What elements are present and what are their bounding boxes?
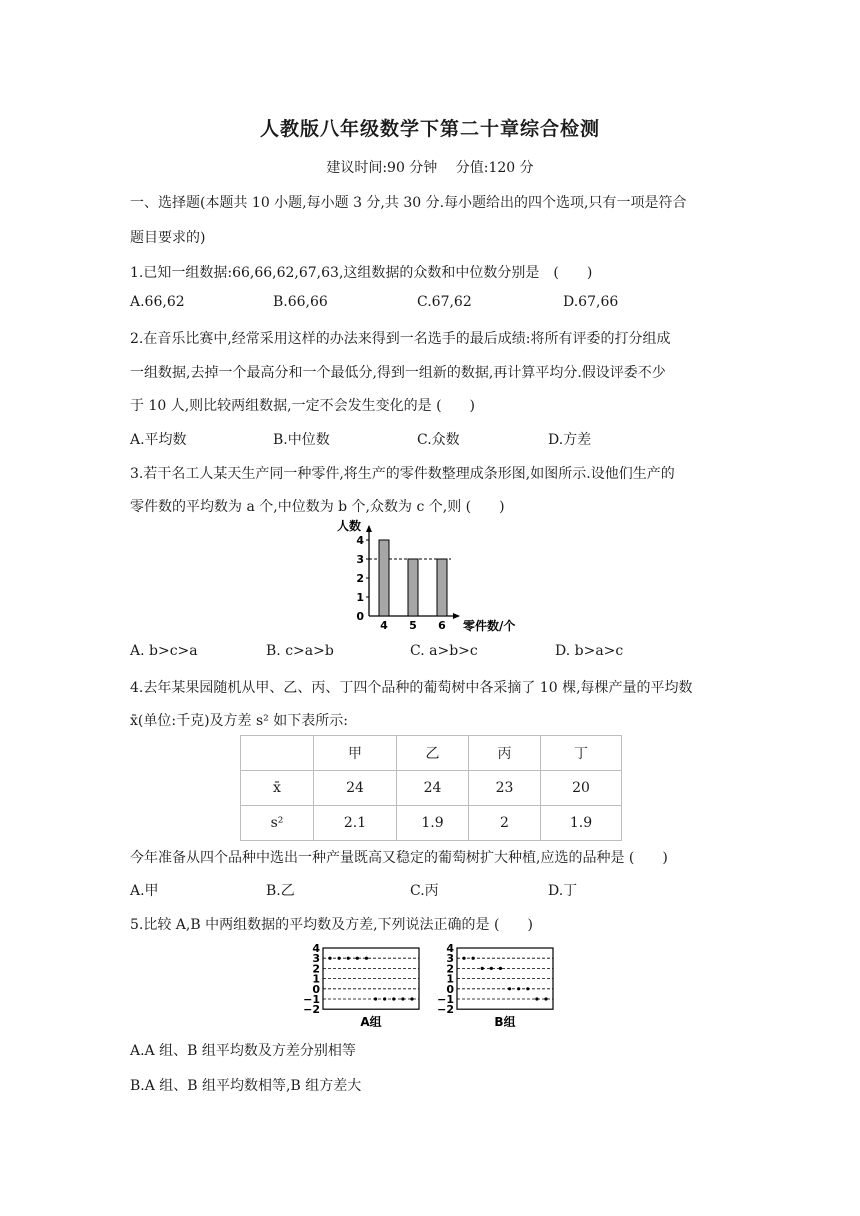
data-point bbox=[338, 957, 341, 960]
page-title: 人教版八年级数学下第二十章综合检测 bbox=[259, 118, 600, 140]
q3-option-b: B. c>a>b bbox=[266, 643, 334, 659]
data-point bbox=[490, 967, 493, 970]
q3-option-d: D. b>a>c bbox=[555, 643, 624, 659]
q1-option-b: B.66,66 bbox=[273, 294, 328, 310]
table-header-cell: 甲 bbox=[314, 736, 397, 771]
y-tick-label: 2 bbox=[312, 962, 320, 976]
question-4-line2: x̄(单位:千克)及方差 s² 如下表所示: bbox=[130, 713, 348, 729]
data-point bbox=[365, 957, 368, 960]
bar bbox=[408, 559, 418, 616]
y-tick-label: 1 bbox=[312, 972, 320, 986]
data-point bbox=[517, 987, 520, 990]
question-2-line2: 一组数据,去掉一个最高分和一个最低分,得到一组新的数据,再计算平均分.假设评委不少 bbox=[130, 365, 666, 381]
data-point bbox=[499, 967, 502, 970]
q4-option-a: A.甲 bbox=[130, 883, 159, 899]
q2-option-d: D.方差 bbox=[548, 432, 592, 448]
y-tick-label: 0 bbox=[446, 982, 454, 996]
y-tick-label: 2 bbox=[446, 962, 454, 976]
q3-bar-chart bbox=[325, 515, 535, 635]
question-2-line3: 于 10 人,则比较两组数据,一定不会发生变化的是 ( ) bbox=[130, 398, 475, 414]
table-cell: 23 bbox=[469, 771, 541, 806]
y-tick-label: −1 bbox=[437, 993, 454, 1006]
q5-dot-chart-b bbox=[430, 940, 584, 1032]
q3-option-c: C. a>b>c bbox=[410, 643, 478, 659]
data-point bbox=[383, 997, 386, 1000]
data-point bbox=[508, 987, 511, 990]
x-tick-label: 5 bbox=[409, 619, 417, 632]
data-point bbox=[481, 967, 484, 970]
x-axis-arrow bbox=[453, 613, 460, 619]
x-tick-label: 6 bbox=[438, 619, 446, 632]
table-cell: 2.1 bbox=[314, 806, 397, 841]
data-point bbox=[462, 957, 465, 960]
y-tick-label: 0 bbox=[356, 610, 364, 623]
table-cell: 2 bbox=[469, 806, 541, 841]
question-5-text: 5.比较 A,B 中两组数据的平均数及方差,下列说法正确的是 ( ) bbox=[130, 917, 533, 933]
y-tick-label: 0 bbox=[312, 982, 320, 996]
q5-dot-chart-a bbox=[296, 940, 450, 1032]
chart-caption: B组 bbox=[494, 1015, 516, 1029]
y-tick-label: 4 bbox=[446, 942, 454, 955]
data-point bbox=[356, 957, 359, 960]
question-4-line3: 今年准备从四个品种中选出一种产量既高又稳定的葡萄树扩大种植,应选的品种是 ( ) bbox=[130, 850, 668, 866]
y-axis-label: 人数 bbox=[337, 519, 362, 533]
table-cell: 1.9 bbox=[541, 806, 622, 841]
q4-option-b: B.乙 bbox=[266, 883, 295, 899]
question-2-line1: 2.在音乐比赛中,经常采用这样的办法来得到一名选手的最后成绩:将所有评委的打分组成 bbox=[130, 331, 671, 347]
q5-option-a: A.A 组、B 组平均数及方差分别相等 bbox=[130, 1043, 356, 1059]
question-4-line1: 4.去年某果园随机从甲、乙、丙、丁四个品种的葡萄树中各采摘了 10 棵,每棵产量的平均数 bbox=[130, 680, 693, 696]
table-row bbox=[241, 806, 622, 841]
y-tick-label: 1 bbox=[446, 972, 454, 986]
bar bbox=[379, 540, 389, 616]
q1-option-c: C.67,62 bbox=[417, 294, 472, 310]
data-point bbox=[347, 957, 350, 960]
data-point bbox=[544, 997, 547, 1000]
y-tick-label: 3 bbox=[446, 952, 454, 966]
q1-option-d: D.67,66 bbox=[563, 294, 619, 310]
data-point bbox=[410, 997, 413, 1000]
section-heading-line2: 题目要求的) bbox=[130, 230, 206, 246]
y-axis-arrow bbox=[366, 525, 372, 532]
question-3-line2: 零件数的平均数为 a 个,中位数为 b 个,众数为 c 个,则 ( ) bbox=[130, 499, 505, 515]
q4-option-c: C.丙 bbox=[410, 883, 439, 899]
y-tick-label: −2 bbox=[303, 1003, 320, 1017]
q2-option-b: B.中位数 bbox=[273, 432, 330, 448]
data-point bbox=[374, 997, 377, 1000]
chart-caption: A组 bbox=[360, 1015, 382, 1029]
q2-option-c: C.众数 bbox=[417, 432, 460, 448]
data-point bbox=[535, 997, 538, 1000]
q4-option-d: D.丁 bbox=[548, 883, 578, 899]
data-point bbox=[401, 997, 404, 1000]
table-header-cell: 丁 bbox=[541, 736, 622, 771]
table-row-label: s² bbox=[241, 806, 314, 841]
table-cell: 1.9 bbox=[397, 806, 469, 841]
table-header-cell: 丙 bbox=[469, 736, 541, 771]
data-point bbox=[526, 987, 529, 990]
table-cell: 20 bbox=[541, 771, 622, 806]
table-row-label: x̄ bbox=[241, 771, 314, 806]
q1-option-a: A.66,62 bbox=[130, 294, 185, 310]
q2-option-a: A.平均数 bbox=[130, 432, 187, 448]
y-tick-label: 4 bbox=[312, 942, 320, 955]
table-cell bbox=[241, 736, 314, 771]
question-1-text: 1.已知一组数据:66,66,62,67,63,这组数据的众数和中位数分别是 ( ) bbox=[130, 265, 593, 281]
y-tick-label: 2 bbox=[356, 572, 364, 585]
exam-info: 建议时间:90 分钟 分值:120 分 bbox=[326, 160, 534, 176]
data-point bbox=[328, 957, 331, 960]
table-cell: 24 bbox=[397, 771, 469, 806]
y-tick-label: 1 bbox=[356, 591, 364, 604]
y-tick-label: 3 bbox=[312, 952, 320, 966]
table-row bbox=[241, 771, 622, 806]
y-tick-label: 4 bbox=[356, 534, 364, 547]
table-header-row bbox=[241, 736, 622, 771]
table-header-cell: 乙 bbox=[397, 736, 469, 771]
x-tick-label: 4 bbox=[380, 619, 388, 632]
y-tick-label: −2 bbox=[437, 1003, 454, 1017]
question-3-line1: 3.若干名工人某天生产同一种零件,将生产的零件数整理成条形图,如图所示.设他们生产的 bbox=[130, 466, 675, 482]
y-tick-label: 3 bbox=[356, 553, 364, 566]
data-point bbox=[392, 997, 395, 1000]
bar bbox=[437, 559, 447, 616]
y-tick-label: −1 bbox=[303, 993, 320, 1006]
q5-option-b: B.A 组、B 组平均数相等,B 组方差大 bbox=[130, 1078, 362, 1094]
variance-table bbox=[240, 735, 622, 841]
data-point bbox=[472, 957, 475, 960]
section-heading-line1: 一、选择题(本题共 10 小题,每小题 3 分,共 30 分.每小题给出的四个选项,只有一项是符合 bbox=[130, 195, 687, 211]
table-cell: 24 bbox=[314, 771, 397, 806]
x-axis-label: 零件数/个 bbox=[463, 619, 516, 633]
q3-option-a: A. b>c>a bbox=[130, 643, 198, 659]
